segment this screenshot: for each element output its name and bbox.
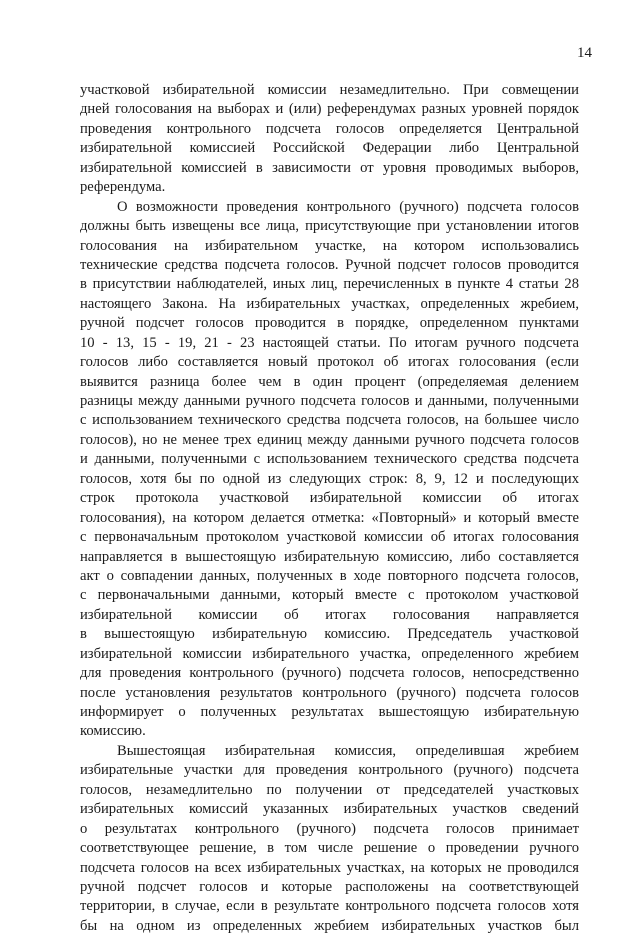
text-line: бы на одном из определенных жребием избирательных участков был: [80, 917, 579, 934]
text-line: избирательной комиссии об итогах голосования направляется: [80, 606, 579, 623]
text-line: референдума.: [80, 179, 166, 196]
body-text: [80, 81, 579, 936]
text-line: о результатах контрольного (ручного) подсчета голосов принимает: [80, 820, 579, 837]
page-number: 14: [577, 45, 592, 61]
text-line: разницы между данными ручного подсчета голосов и данными, полученными: [80, 393, 579, 409]
text-line: подсчета голосов на всех избирательных участках, на которых не проводился: [80, 859, 579, 876]
text-line: избирательной комиссией в зависимости от уровня проводимых выборов,: [80, 159, 579, 176]
text-line: проведения контрольного подсчета голосов определяется Центральной: [80, 120, 579, 137]
text-line: строк протокола участковой избирательной комиссии об итогах: [80, 490, 579, 507]
text-line: для проведения контрольного (ручного) подсчета голосов, непосредственно: [80, 665, 579, 682]
text-line: голосов, хотя бы по одной из следующих строк: 8, 9, 12 и последующих: [80, 470, 579, 487]
text-line: дней голосования на выборах и (или) референдумах разных уровней порядок: [80, 101, 579, 118]
text-line: с первоначальным протоколом участковой комиссии об итогах голосования: [80, 529, 579, 546]
paragraph: [80, 198, 579, 742]
text-line: участковой избирательной комиссии незамедлительно. При совмещении: [80, 82, 579, 98]
text-line: должны быть извещены все лица, присутствующие при установлении итогов: [80, 218, 579, 235]
text-line: территории, в случае, если в результате контрольного подсчета голосов хотя: [80, 898, 579, 915]
text-line: голосов либо составляется новый протокол об итогах голосования (если: [80, 354, 579, 371]
text-line: голосования), на котором делается отметка: «Повторный» и который вместе: [80, 509, 579, 526]
text-line: информирует о полученных результатах вышестоящую избирательную: [80, 704, 579, 720]
text-line: избирательные участки для проведения контрольного (ручного) подсчета: [80, 762, 579, 779]
text-line: 10 - 13, 15 - 19, 21 - 23 настоящей статьи. По итогам ручного подсчета: [80, 334, 579, 351]
text-line: избирательной комиссии избирательного участка, определенного жребием: [80, 645, 579, 662]
text-line: с использованием технического средства подсчета голосов, на большее число: [80, 412, 579, 429]
text-line: голосования на избирательном участке, на котором использовались: [80, 237, 579, 254]
text-line: Вышестоящая избирательная комиссия, определившая жребием: [117, 742, 579, 759]
text-line: акт о совпадении данных, полученных в ходе повторного подсчета голосов,: [80, 567, 579, 584]
text-line: и данными, полученными с использованием технического средства подсчета: [80, 451, 579, 468]
paragraph: [80, 742, 579, 936]
text-line: после установления результатов контрольного (ручного) подсчета голосов: [80, 684, 579, 701]
text-line: комиссию.: [80, 723, 146, 740]
text-line: голосов), но не менее трех единиц между данными ручного подсчета голосов: [80, 431, 579, 448]
text-line: соответствующее решение, в том числе решение о проведении ручного: [80, 840, 579, 857]
text-line: в присутствии наблюдателей, иных лиц, перечисленных в пункте 4 статьи 28: [80, 276, 579, 293]
text-line: избирательной комиссией Российской Федерации либо Центральной: [80, 140, 579, 157]
text-line: избирательных комиссий указанных избирательных участков сведений: [80, 801, 579, 818]
text-line: направляется в вышестоящую избирательную комиссию, либо составляется: [80, 548, 579, 565]
text-line: с первоначальными данными, который вместе с протоколом участковой: [80, 587, 579, 604]
paragraph: [80, 81, 579, 198]
text-line: выявится разница более чем в один процент (определяемая делением: [80, 373, 579, 390]
text-line: ручной подсчет голосов проводится в порядке, определенном пунктами: [80, 315, 579, 332]
text-line: голосов, незамедлительно по получении от председателей участковых: [80, 781, 579, 798]
text-line: настоящего Закона. На избирательных участках, определенных жребием,: [80, 295, 579, 312]
text-line: О возможности проведения контрольного (ручного) подсчета голосов: [117, 198, 579, 215]
text-line: ручной подсчет голосов и которые расположены на соответствующей: [80, 878, 579, 895]
text-line: технические средства подсчета голосов. Ручной подсчет голосов проводится: [80, 256, 579, 273]
text-line: в вышестоящую избирательную комиссию. Председатель участковой: [80, 626, 579, 643]
